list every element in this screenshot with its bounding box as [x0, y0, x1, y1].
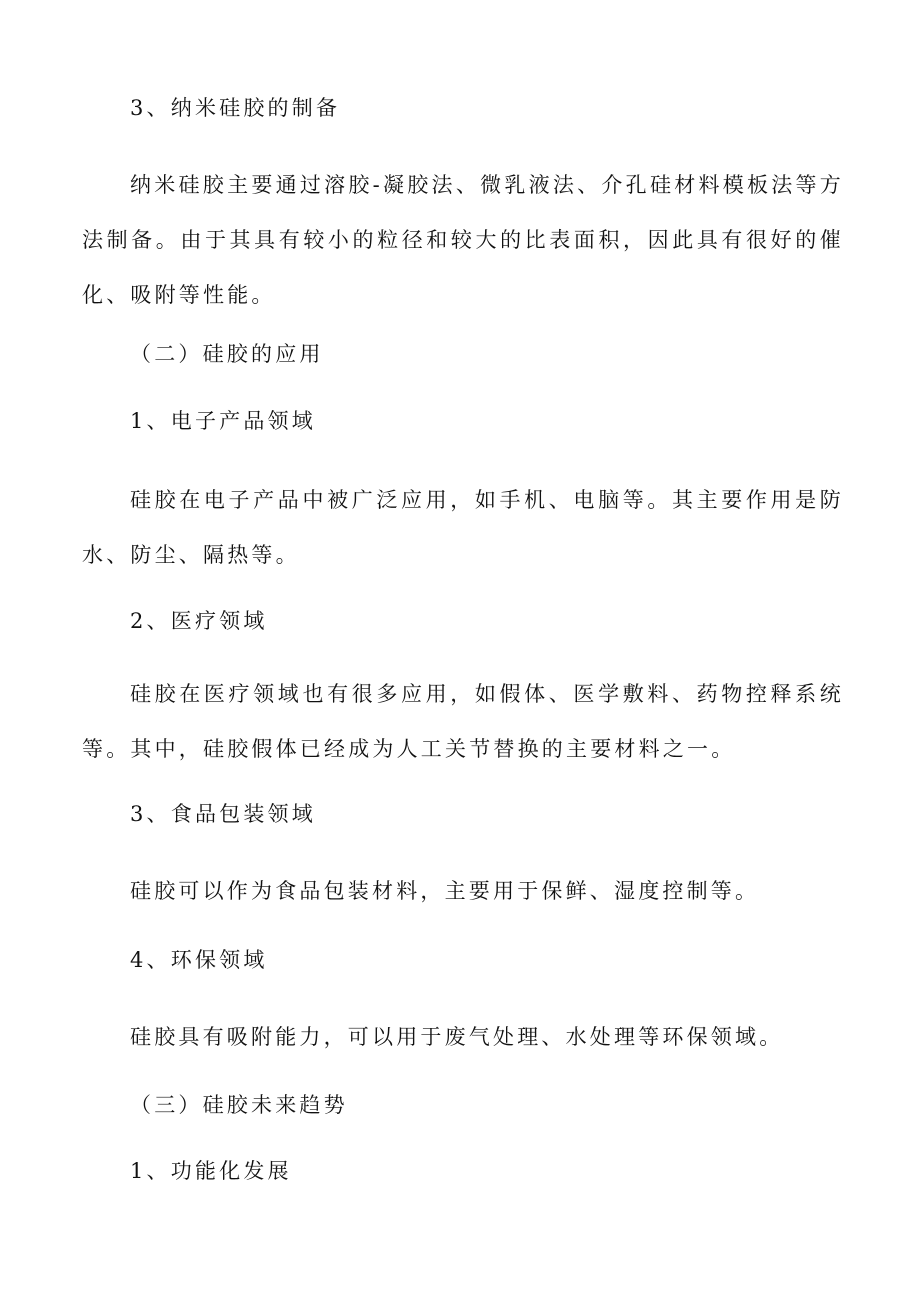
heading-medical-field: 2、医疗领域 — [130, 609, 268, 633]
paragraph-environmental-field: 硅胶具有吸附能力，可以用于废气处理、水处理等环保领域。 — [130, 1025, 784, 1049]
heading-environmental-field: 4、环保领域 — [130, 948, 268, 972]
section-title-silica-applications: （二）硅胶的应用 — [130, 342, 324, 366]
paragraph-nano-silica-preparation: 纳米硅胶主要通过溶胶-凝胶法、微乳液法、介孔硅材料模板法等方法制备。由于其具有较小的粒径和较大的比表面积，因此具有很好的催化、吸附等性能。 — [82, 173, 844, 307]
heading-food-packaging-field: 3、食品包装领域 — [130, 802, 316, 826]
heading-functional-development: 1、功能化发展 — [130, 1159, 292, 1183]
paragraph-electronics-field: 硅胶在电子产品中被广泛应用，如手机、电脑等。其主要作用是防水、防尘、隔热等。 — [82, 488, 844, 567]
paragraph-food-packaging-field: 硅胶可以作为食品包装材料，主要用于保鲜、湿度控制等。 — [130, 879, 760, 903]
heading-nano-silica-preparation: 3、纳米硅胶的制备 — [130, 96, 341, 120]
section-title-silica-future-trends: （三）硅胶未来趋势 — [130, 1093, 348, 1117]
paragraph-medical-field: 硅胶在医疗领域也有很多应用，如假体、医学敷料、药物控释系统等。其中，硅胶假体已经成为人工关节替换的主要材料之一。 — [82, 682, 844, 761]
heading-electronics-field: 1、电子产品领域 — [130, 409, 316, 433]
